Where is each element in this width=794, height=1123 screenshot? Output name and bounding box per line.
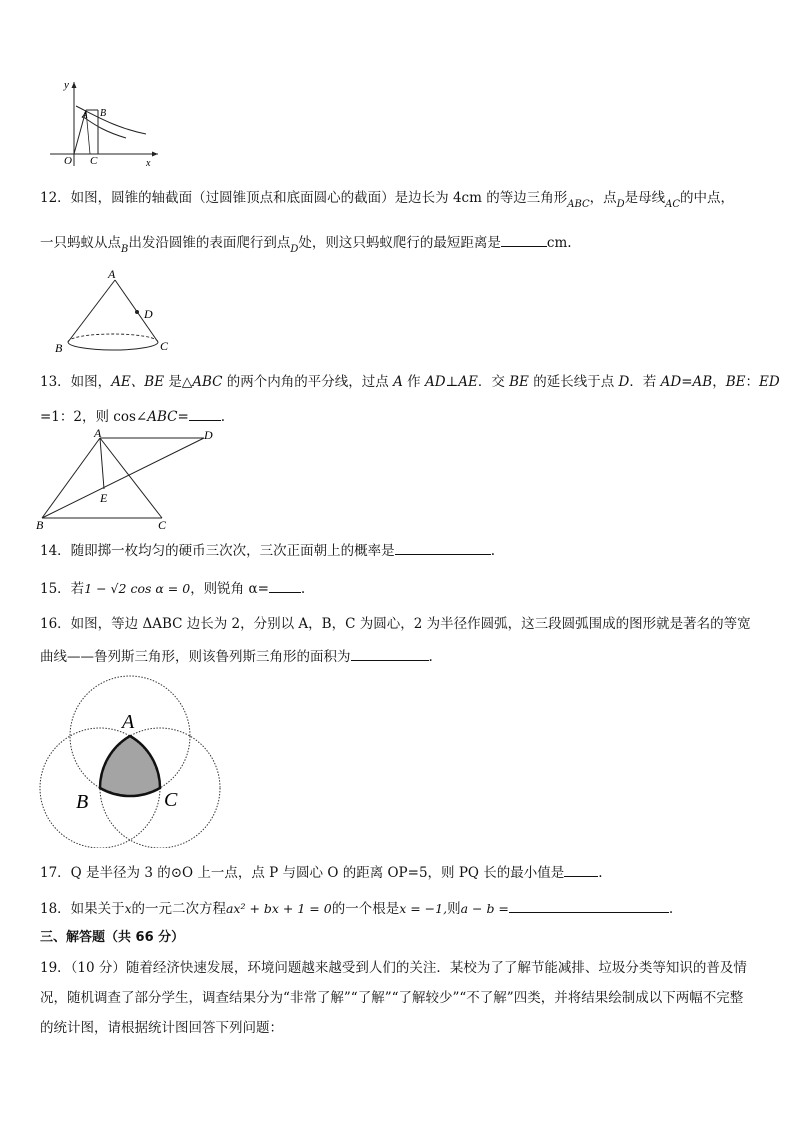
tri-label-b: B <box>36 518 44 532</box>
graph-label-y: y <box>64 79 69 91</box>
reuleaux-label-b: B <box>76 791 89 813</box>
q14-answer-blank <box>395 540 491 555</box>
q16-answer-blank <box>351 646 429 661</box>
q17-answer-blank <box>564 862 598 877</box>
tri-label-d: D <box>204 428 213 442</box>
graph-label-b: B <box>100 108 107 119</box>
reuleaux-label-a: A <box>122 711 135 733</box>
graph-label-x: x <box>146 158 151 168</box>
cone-label-b: B <box>55 341 63 355</box>
q12-answer-blank <box>501 232 547 247</box>
function-graph-figure <box>46 76 166 168</box>
q14-line: 14．随即掷一枚均匀的硬币三次次，三次正面朝上的概率是 . <box>40 540 495 561</box>
q19-line3: 的统计图，请根据统计图回答下列问题： <box>40 1020 283 1036</box>
q18-line: 18．如果关于x的一元二次方程ax² + bx + 1 = 0的一个根是x = −1,则a − b = . <box>40 898 673 919</box>
q17-line: 17．Q 是半径为 3 的⊙O 上一点，点 P 与圆心 O 的距离 OP=5，则 PQ 长的最小值是 . <box>40 862 603 883</box>
q13-line1: 13．如图，AE、BE 是△ABC 的两个内角的平分线，过点 A 作 AD⊥AE．交 BE 的延长线于点 D．若 AD=AB，BE：ED <box>40 374 780 390</box>
section-3-title: 三、解答题（共 66 分） <box>40 930 185 945</box>
tri-label-a: A <box>94 426 102 440</box>
q19-line2: 况，随机调查了部分学生，调查结果分为“非常了解”“了解”“了解较少”“不了解”四类，并将结果绘制成以下两幅不完整 <box>40 990 744 1006</box>
q19-line1: 19．（10 分）随着经济快速发展，环境问题越来越受到人们的关注．某校为了了解节能减排、垃圾分类等知识的普及情 <box>40 960 747 976</box>
q16-line2: 曲线——鲁列斯三角形，则该鲁列斯三角形的面积为 . <box>40 646 433 667</box>
q12-line1: 12．如图，圆锥的轴截面（过圆锥顶点和底面圆心的截面）是边长为 4cm 的等边三角形$_{ABC}$，点$_D$是母线$_{AC}$的中点， <box>40 190 735 210</box>
q16-line1: 16．如图，等边 ΔABC 边长为 2，分别以 A，B，C 为圆心，2 为半径作圆弧，这三段圆弧围成的图形就是著名的等宽 <box>40 616 751 632</box>
q12-line2: 一只蚂蚁从点$_B$出发沿圆锥的表面爬行到点$_D$处，则这只蚂蚁爬行的最短距离是 cm. <box>40 232 572 255</box>
cone-label-d: D <box>144 307 153 321</box>
tri-label-e: E <box>100 491 108 505</box>
q15-answer-blank <box>269 578 301 593</box>
reuleaux-triangle-figure <box>36 670 252 848</box>
q13-answer-blank <box>189 406 221 421</box>
reuleaux-label-c: C <box>164 789 178 811</box>
cone-label-a: A <box>108 267 116 281</box>
q18-answer-blank <box>509 898 669 913</box>
tri-label-c: C <box>158 518 167 532</box>
graph-label-a: A <box>82 110 88 120</box>
graph-label-o: O <box>64 155 72 167</box>
q13-line2: =1：2，则 cos∠ABC= . <box>40 406 225 427</box>
cone-label-c: C <box>160 339 169 353</box>
cone-figure <box>52 266 182 358</box>
graph-label-c: C <box>90 155 98 167</box>
triangle-figure <box>34 426 224 534</box>
q15-line: 15．若1 − √2 cos α = 0，则锐角 α= . <box>40 578 305 599</box>
